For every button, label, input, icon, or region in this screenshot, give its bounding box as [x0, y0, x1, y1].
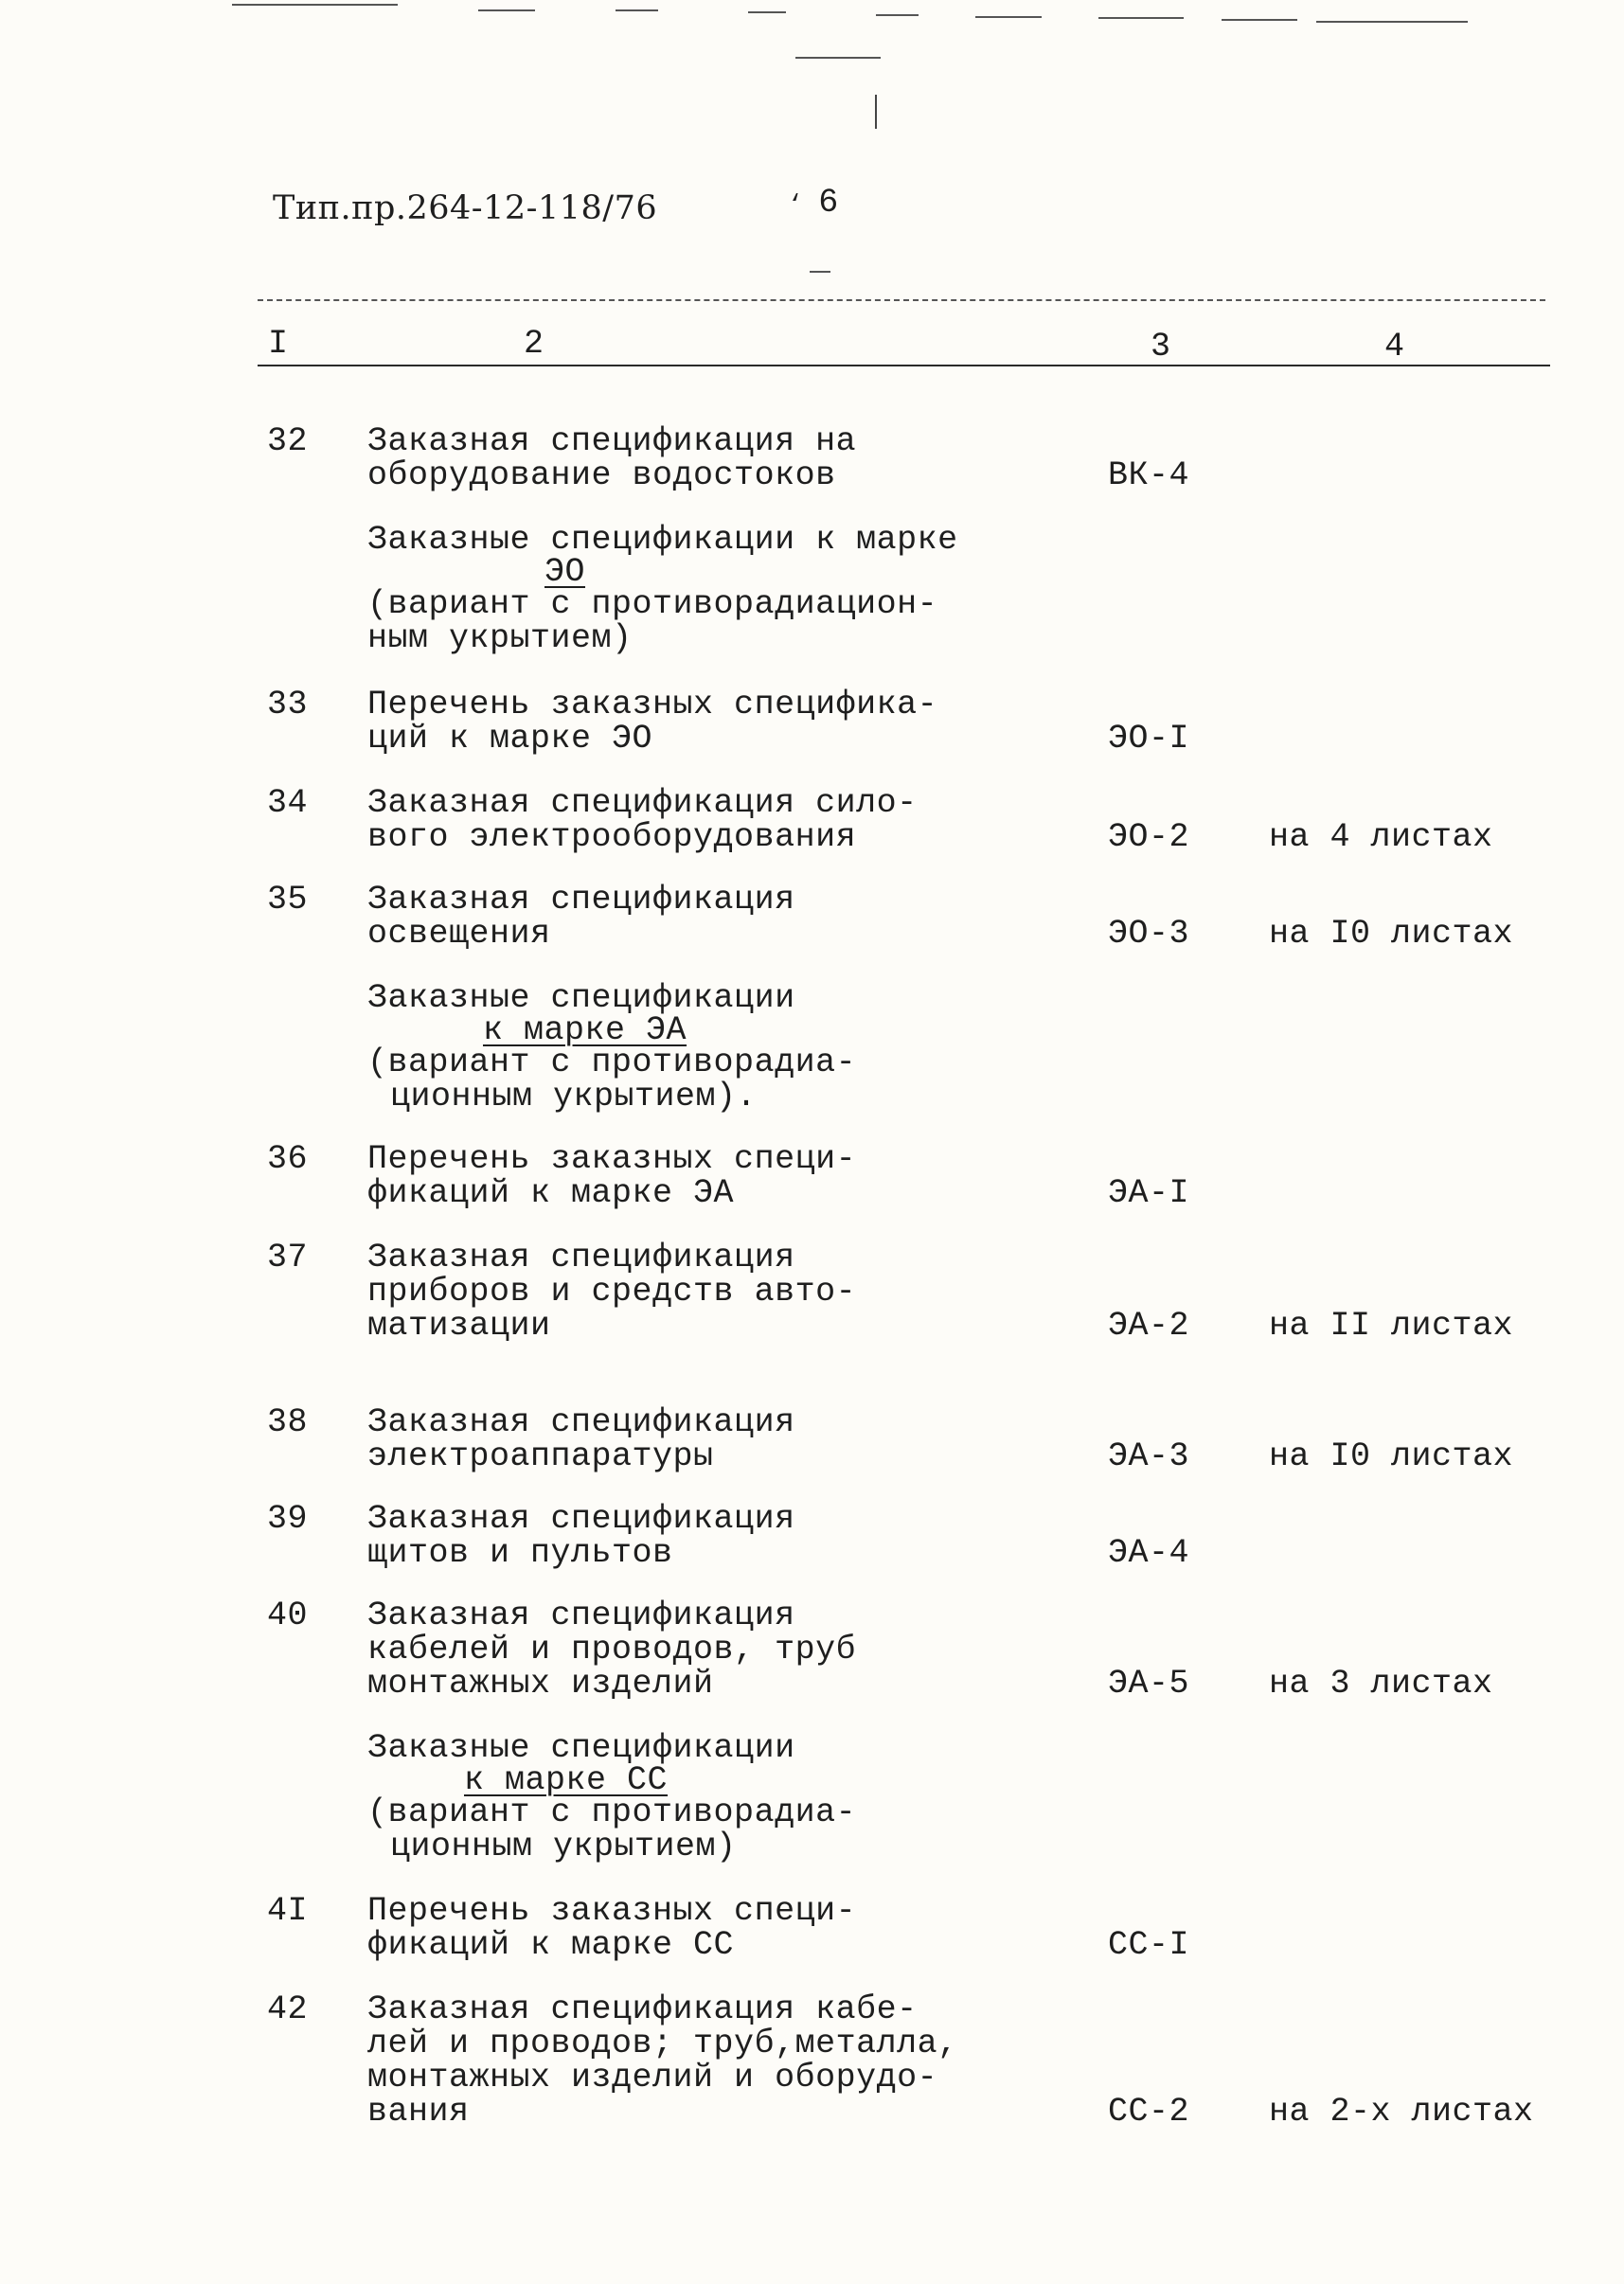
scan-artifact-line	[1222, 19, 1297, 21]
scan-artifact-line	[810, 271, 830, 273]
row-38-line-1: Заказная спецификация	[367, 1403, 795, 1441]
row-38-number: 38	[267, 1403, 309, 1441]
row-38-line-2: электроаппаратуры	[367, 1437, 714, 1475]
column-header-4: 4	[1384, 328, 1405, 366]
row-35-number: 35	[267, 881, 309, 919]
scan-artifact-line	[975, 16, 1042, 18]
section-ea-line-1: Заказные спецификации	[367, 979, 795, 1017]
row-40-code: ЭА-5	[1108, 1665, 1190, 1703]
section-ea-line-4: ционным укрытием).	[390, 1078, 758, 1115]
row-36-number: 36	[267, 1140, 309, 1178]
row-33-line-1: Перечень заказных спецификa-	[367, 686, 938, 723]
document-reference: Тип.пр.264-12-118/76	[273, 189, 658, 227]
row-34-line-2: вого электрооборудования	[367, 818, 857, 856]
row-37-line-2: приборов и средств авто-	[367, 1273, 857, 1311]
row-39-line-1: Заказная спецификация	[367, 1500, 795, 1538]
row-34-code: ЭО-2	[1108, 818, 1190, 856]
section-eo-line-2: ЭО	[544, 553, 586, 591]
scan-artifact-line	[876, 14, 919, 16]
section-ss-line-2: к марке СС	[464, 1761, 669, 1799]
row-35-line-2: освещения	[367, 915, 551, 953]
row-38-note: на I0 листах	[1269, 1437, 1514, 1475]
row-40-line-3: монтажных изделий	[367, 1665, 714, 1703]
row-37-line-3: матизации	[367, 1307, 551, 1345]
section-ss-line-4: ционным укрытием)	[390, 1828, 737, 1865]
table-header-rule	[258, 365, 1550, 366]
row-42-number: 42	[267, 1990, 309, 2028]
row-32-line-1: Заказная спецификация на	[367, 422, 857, 460]
row-42-line-4: вания	[367, 2093, 470, 2131]
row-35-line-1: Заказная спецификация	[367, 881, 795, 919]
row-32-code: ВК-4	[1108, 456, 1190, 494]
row-41-line-2: фикаций к марке СС	[367, 1926, 735, 1964]
scan-artifact-line	[478, 9, 535, 11]
row-42-line-3: монтажных изделий и оборудо-	[367, 2059, 938, 2097]
row-40-number: 40	[267, 1597, 309, 1634]
row-32-number: 32	[267, 422, 309, 460]
row-42-line-2: лей и проводов; труб,металла,	[367, 2025, 958, 2062]
column-header-3: 3	[1151, 328, 1171, 366]
row-41-code: СС-I	[1108, 1926, 1190, 1964]
scan-artifact-line	[795, 57, 881, 59]
row-33-number: 33	[267, 686, 309, 723]
row-37-number: 37	[267, 1239, 309, 1276]
scan-artifact-line	[748, 11, 786, 13]
row-36-line-2: фикаций к марке ЭА	[367, 1174, 735, 1212]
column-header-2: 2	[524, 325, 544, 363]
row-38-code: ЭА-3	[1108, 1437, 1190, 1475]
section-eo-line-4: ным укрытием)	[367, 619, 633, 657]
section-ss-line-3: (вариант с противорадиа-	[367, 1793, 857, 1831]
row-37-line-1: Заказная спецификация	[367, 1239, 795, 1276]
row-40-note: на 3 листах	[1269, 1665, 1493, 1703]
row-42-line-1: Заказная спецификация кабе-	[367, 1990, 918, 2028]
row-42-note: на 2-х листах	[1269, 2093, 1534, 2131]
section-ss-line-1: Заказные спецификации	[367, 1729, 795, 1767]
section-eo-line-1: Заказные спецификации к марке	[367, 521, 958, 559]
section-ea-line-2: к марке ЭА	[483, 1011, 687, 1049]
scan-artifact-tick	[875, 95, 877, 129]
row-37-code: ЭА-2	[1108, 1307, 1190, 1345]
row-34-note: на 4 листах	[1269, 818, 1493, 856]
row-36-line-1: Перечень заказных специ-	[367, 1140, 857, 1178]
row-42-code: СС-2	[1108, 2093, 1190, 2131]
scan-artifact-line	[1316, 21, 1468, 23]
row-34-number: 34	[267, 784, 309, 822]
row-33-line-2: ций к марке ЭО	[367, 720, 653, 758]
row-36-code: ЭА-I	[1108, 1174, 1190, 1212]
scan-artifact-line	[1098, 17, 1184, 19]
row-41-number: 4I	[267, 1892, 309, 1930]
row-40-line-2: кабелей и проводов, труб	[367, 1631, 857, 1668]
column-header-1: I	[268, 325, 289, 363]
row-39-line-2: щитов и пультов	[367, 1534, 673, 1572]
row-39-number: 39	[267, 1500, 309, 1538]
row-41-line-1: Перечень заказных специ-	[367, 1892, 857, 1930]
scan-artifact-line	[616, 9, 658, 11]
page-number: ‘ 6	[788, 184, 839, 222]
section-ea-line-3: (вариант с противорадиа-	[367, 1044, 857, 1081]
scan-artifact-line	[232, 4, 398, 6]
row-35-code: ЭО-3	[1108, 915, 1190, 953]
row-39-code: ЭА-4	[1108, 1534, 1190, 1572]
row-40-line-1: Заказная спецификация	[367, 1597, 795, 1634]
row-37-note: на II листах	[1269, 1307, 1514, 1345]
row-33-code: ЭО-I	[1108, 720, 1190, 758]
table-top-rule	[258, 299, 1545, 301]
section-eo-line-3: (вариант с противорадиацион-	[367, 585, 938, 623]
row-34-line-1: Заказная спецификация сило-	[367, 784, 918, 822]
row-35-note: на I0 листах	[1269, 915, 1514, 953]
row-32-line-2: оборудование водостоков	[367, 456, 836, 494]
